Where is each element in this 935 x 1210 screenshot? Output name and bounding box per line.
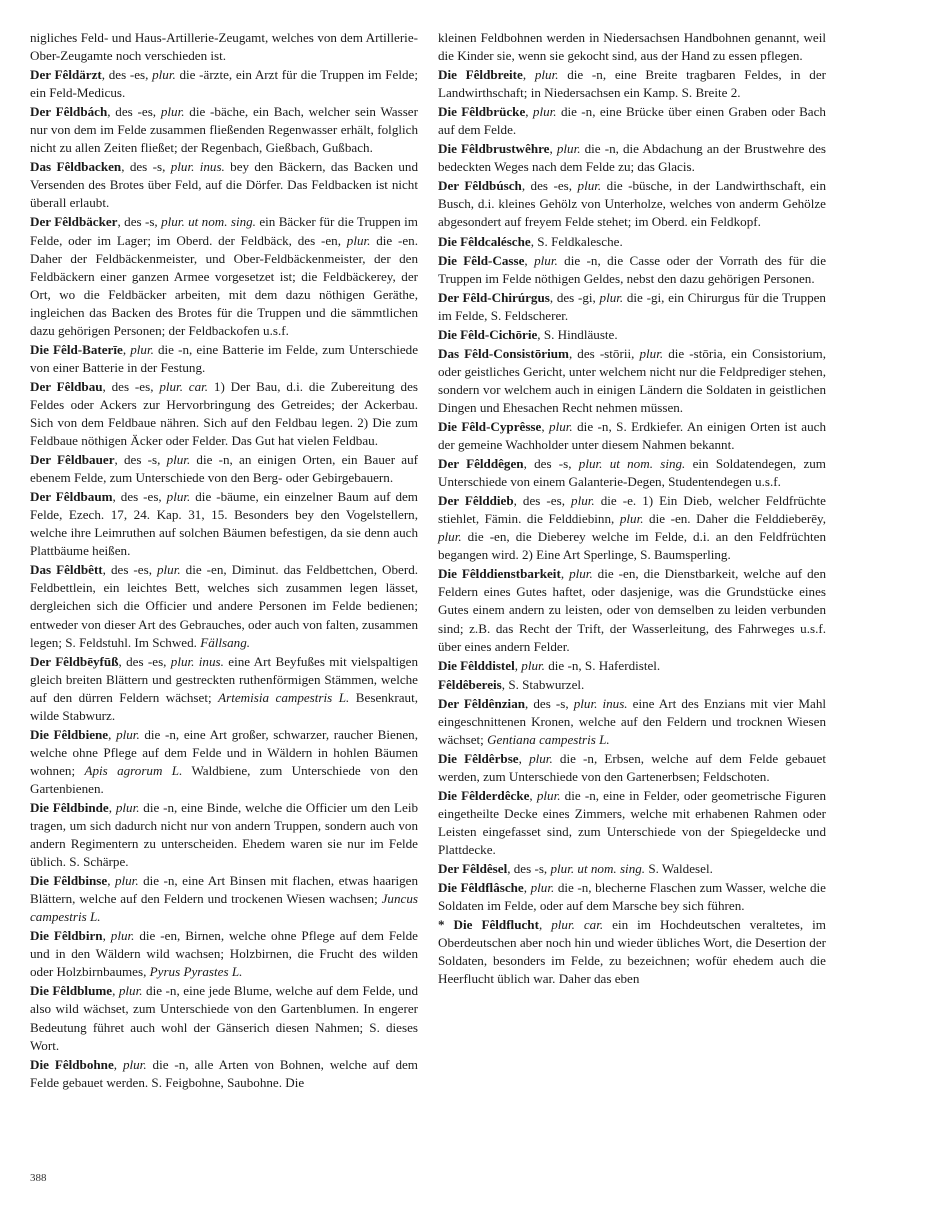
entry-text: , des -es, <box>112 489 167 505</box>
entry-text: die -n, eine Batterie im Felde, zum Unterschiede von einer Batterie in der Festung. <box>30 341 419 375</box>
entry-text: die -gi, ein Chirurgus für die Truppen im Felde, S. Feldscherer. <box>438 289 826 323</box>
entry-italic-text: plur. <box>114 873 139 889</box>
entry-headword: Die Fêldbiene <box>30 726 109 742</box>
entry-text: 1) Der Bau, d.i. die Zubereitung des Feldes oder Ackers zur Hervorbringung des Getreides; der Ackerbau. Sich von dem Feldbaue nähren. Sich auf den Feldbau legen. 2) Die zum Feldbaue nöthigen Äcker oder Felder. Das Gut hat vielen Feldbau. <box>30 378 418 449</box>
entry-text: , <box>523 880 531 896</box>
dictionary-entry <box>30 561 418 651</box>
entry-text: , des -s, <box>525 695 574 711</box>
entry-text: , des -s, <box>523 456 579 472</box>
entry-italic-text: plur. <box>530 880 555 896</box>
entry-text: eine Art Beyfußes mit vielspaltigen gleich breiten Blättern und gestreckten ruthenförmigen Stämmen, welche auf den dürren Feldern wächset; <box>30 653 418 705</box>
entry-text: , des -es, <box>102 562 157 578</box>
dictionary-entry <box>438 326 826 344</box>
entry-headword: Das Fêldbacken <box>30 159 122 175</box>
entry-text: , <box>524 252 535 268</box>
entry-italic-text: plur. <box>438 529 462 545</box>
entry-text: , <box>108 726 117 742</box>
entry-italic-text: plur. <box>536 787 561 803</box>
entry-italic-text: plur. <box>166 452 191 468</box>
entry-text: , <box>522 67 535 83</box>
entry-text: die -büsche, in der Landwirthschaft, ein Busch, d.i. kleines Gehölz von Unterholze, welches von anderm Gehölze abgesondert auf freyem Felde stehet; im Oberd. ein Feldkopf. <box>438 178 826 230</box>
entry-text: , <box>112 983 119 999</box>
entry-text: Waldbiene, zum Unterschiede von den Gartenbienen. <box>30 762 418 796</box>
entry-text: , <box>113 1056 123 1072</box>
entry-text: die -n, alle Arten von Bohnen, welche auf dem Felde gebauet werden. S. Feigbohne, Saubohne. Die <box>30 1056 418 1090</box>
entry-headword: Die Fêld-Baterīe <box>30 341 123 357</box>
entry-text: die -n, eine Art Binsen mit flachen, etwas haarigen Blättern, welche auf den Feldern und trockenen Wiesen wachsen; <box>30 873 418 907</box>
entry-italic-text: plur. <box>639 345 664 361</box>
entry-text: , des -es, <box>101 67 153 83</box>
entry-text: die -en, die Dienstbarkeit, welche auf den Feldern eines Gutes haftet, oder dasjenige, was die Grundstücke eines Gutes einem andern zu leisten, oder von demselben zu leiden verbunden sind; z.B. das Recht der Trift, der Wasserleitung, des Fahrweges u.s.f. über eines andern Felder. <box>438 566 826 654</box>
dictionary-entry <box>30 872 418 926</box>
entry-text: , des -s, <box>114 452 167 468</box>
right-column <box>438 29 826 989</box>
entry-headword: Der Fêldêsel <box>438 861 508 877</box>
dictionary-entry <box>438 916 826 988</box>
entry-text: die -en. Daher die Felddieberēy, <box>643 511 826 527</box>
dictionary-entry <box>438 750 826 786</box>
entry-headword: Die Fêldbinde <box>30 799 109 815</box>
entry-text: , S. Feldkalesche. <box>530 233 623 249</box>
entry-headword: Der Fêldbauer <box>30 452 115 468</box>
dictionary-entry <box>438 177 826 231</box>
entry-text: die -n, Erbsen, welche auf dem Felde gebauet werden, zum Unterschiede von den Gartenerbsen; Feldschoten. <box>438 750 827 784</box>
entry-text: die -en, Birnen, welche ohne Pflege auf dem Felde und in den Wäldern wild wachsen; Holzbirnen, die Frucht des wilden oder Holzbirnbaumes, <box>30 928 418 980</box>
entry-text: , des -s, <box>507 861 551 877</box>
entry-italic-text: Gentiana campestris L. <box>487 731 610 747</box>
entry-text: , des -s, <box>121 159 171 175</box>
entry-italic-text: plur. <box>556 141 581 157</box>
entry-text: ein Soldatendegen, zum Unterschiede von einem Galanterie-Degen, Studentendegen u.s.f. <box>438 456 826 490</box>
entry-text: die -e. 1) Ein Dieb, welcher Feldfrüchte stiehlet, Fämin. die Felddiebinn, <box>438 493 826 527</box>
entry-italic-text: plur. <box>130 341 154 357</box>
entry-italic-text: Apis agrorum L. <box>84 762 183 778</box>
entry-text: , <box>102 928 111 944</box>
dictionary-entry <box>438 29 826 65</box>
entry-headword: Die Fêlddistel <box>438 657 515 673</box>
entry-italic-text: plur. ut nom. sing. <box>161 214 256 230</box>
entry-headword: Die Fêldbreite <box>438 67 523 83</box>
entry-italic-text: plur. <box>115 799 140 815</box>
entry-text: , <box>518 750 530 766</box>
dictionary-entry <box>30 488 418 560</box>
entry-headword: Der Fêlddêgen <box>438 456 524 472</box>
entry-text: , des -es, <box>118 653 171 669</box>
entry-headword: Die Fêldêrbse <box>438 750 519 766</box>
entry-italic-text: plur. car. <box>551 917 604 933</box>
entry-italic-text: plur. <box>166 489 191 505</box>
entry-headword: Der Fêlddieb <box>438 493 514 509</box>
entry-italic-text: Pyrus Pyrastes L. <box>149 964 243 980</box>
dictionary-entry <box>30 378 418 450</box>
dictionary-entry <box>438 492 826 564</box>
entry-italic-text: Artemisia campestris L. <box>218 689 350 705</box>
entry-text: , des -stōrii, <box>568 345 640 361</box>
entry-headword: Die Fêldflâsche <box>438 880 524 896</box>
entry-text: die -n, eine in Felder, oder geometrische Figuren eingetheilte Decke eines Zimmers, welche mit erhabenen Rahmen oder Leisten eingefasset sind, zum Unterschiede von der Spiegeldecke und Plattdecke. <box>438 787 826 858</box>
entry-headword: Die Fêldbrustwêhre <box>438 141 550 157</box>
dictionary-entry <box>438 418 826 454</box>
entry-text: , des -es, <box>521 178 578 194</box>
entry-italic-text: plur. <box>157 562 181 578</box>
entry-italic-text: plur. <box>116 726 140 742</box>
entry-headword: Die Fêldbrücke <box>438 104 526 120</box>
entry-italic-text: plur. <box>110 928 135 944</box>
dictionary-entry <box>438 565 826 655</box>
entry-headword: Die Fêld-Casse <box>438 252 525 268</box>
dictionary-entry <box>438 252 826 288</box>
dictionary-entry <box>30 158 418 212</box>
entry-text: , <box>538 917 552 933</box>
entry-headword: Die Fêldbinse <box>30 873 108 889</box>
dictionary-entry <box>30 799 418 871</box>
entry-italic-text: plur. <box>521 657 545 673</box>
entry-headword: Die Fêldbohne <box>30 1056 114 1072</box>
entry-text: die -ärzte, ein Arzt für die Truppen im Felde; ein Feld-Medicus. <box>30 67 418 101</box>
dictionary-entry <box>30 213 418 339</box>
dictionary-entry <box>438 66 826 102</box>
entry-text: die -en, Diminut. das Feldbettchen, Oberd. Feldbettlein, ein leichtes Bett, welches sich zusammen legen lässet, dergleichen sich die Officier und andere Personen im Felde bedienen; entweder von dieser Art des Gebrauches, oder auch von falten, zusammen legen; S. Feldstuhl. Im Schwed. <box>30 562 419 650</box>
entry-italic-text: plur. inus. <box>573 695 628 711</box>
entry-headword: Die Fêlderdêcke <box>438 787 530 803</box>
entry-headword: Der Fêldbēyfūß <box>30 653 119 669</box>
entry-text: kleinen Feldbohnen werden in Niedersachsen Handbohnen genannt, weil die Kinder sie, wenn sie gekocht sind, aus der Hand zu essen pflegen. <box>438 30 826 64</box>
entry-italic-text: plur. inus. <box>170 653 224 669</box>
entry-text: , <box>107 873 115 889</box>
entry-text: die -n, blecherne Flaschen zum Wasser, welche die Soldaten im Felde, oder auf dem Marsche bey sich führen. <box>438 880 826 914</box>
entry-text: , des -es, <box>107 104 161 120</box>
entry-text: nigliches Feld- und Haus-Artillerie-Zeugamt, welches von dem Artillerie-Ober-Zeugamte noch verschieden ist. <box>30 30 418 64</box>
entry-italic-text: plur. <box>549 418 573 434</box>
dictionary-entry <box>438 289 826 325</box>
entry-text: die -bäche, ein Bach, welcher sein Wasser nur von dem im Felde zusammen fließenden Regenwasser erhält, folglich nicht zu allen Zeiten fließet; der Regenbach, Gießbach, Gußbach. <box>30 104 418 156</box>
entry-text: die -n, eine Brücke über einen Graben oder Bach auf dem Felde. <box>438 104 826 138</box>
entry-text: die -n, eine jede Blume, welche auf dem Felde, und also wild wächset, zum Unterschiede von den Gartenblumen. In engerer Bedeutung führet auch wohl der Gänserich diesen Nahmen; S. dieses Wort. <box>30 983 418 1053</box>
entry-headword: Das Fêldbêtt <box>30 562 103 578</box>
dictionary-entry <box>30 653 418 725</box>
entry-italic-text: plur. <box>152 67 176 83</box>
entry-text: die -n, die Casse oder der Vorrath des für die Truppen im Felde nöthigen Geldes, nebst den dazu gehörigen Personen. <box>438 252 827 286</box>
entry-headword: Die Fêldcalésche <box>438 233 531 249</box>
entry-italic-text: plur. <box>534 252 558 268</box>
entry-headword: Der Fêld-Chirúrgus <box>438 289 550 305</box>
dictionary-entry <box>30 927 418 981</box>
dictionary-entry <box>438 455 826 491</box>
entry-text: , <box>525 104 533 120</box>
entry-text: , <box>541 418 550 434</box>
entry-text: , <box>122 341 131 357</box>
entry-text: , des -es, <box>102 378 160 394</box>
entry-italic-text: Fällsang. <box>200 634 251 650</box>
entry-italic-text: plur. <box>118 983 143 999</box>
dictionary-entry <box>438 860 826 878</box>
entry-italic-text: plur. <box>534 67 559 83</box>
entry-text: , <box>529 787 537 803</box>
entry-text: , des -s, <box>117 214 162 230</box>
entry-headword: * Die Fêldflucht <box>438 917 539 933</box>
entry-italic-text: Juncus campestris L. <box>30 891 418 925</box>
entry-headword: Der Fêldbau <box>30 378 103 394</box>
entry-text: die -n, eine Binde, welche die Officier um den Leib tragen, um sich dadurch nicht nur von andern Truppen, sondern auch von andern Regimentern zu unterscheiden. Ehedem waren sie nur im Felde üblich. S. Schärpe. <box>30 799 418 870</box>
entry-italic-text: plur. car. <box>159 378 209 394</box>
entry-text: die -n, eine Art großer, schwarzer, raucher Bienen, welche ohne Pflege auf dem Felde und in Wäldern in hohlen Bäumen wohnen; <box>30 726 419 778</box>
dictionary-entry <box>30 451 418 487</box>
entry-text: , <box>108 799 116 815</box>
entry-italic-text: plur. <box>160 104 185 120</box>
entry-text: die -stōria, ein Consistorium, oder geistliches Gericht, unter welchem nicht nur die Feldprediger stehen, sondern vor welchem auch in einigen Ländern die Soldaten in geistlichen Dingen und Ehesachen Recht nehmen müssen. <box>438 345 827 415</box>
entry-italic-text: plur. <box>529 750 553 766</box>
entry-italic-text: plur. <box>571 493 595 509</box>
entry-italic-text: plur. ut nom. sing. <box>578 456 686 472</box>
entry-text: , S. Stabwurzel. <box>501 676 585 692</box>
entry-headword: Fêldêbereis <box>438 676 502 692</box>
dictionary-entry <box>438 879 826 915</box>
entry-headword: Der Fêldbäcker <box>30 214 118 230</box>
entry-text: eine Art des Enzians mit vier Mahl eingeschnittenen Kronen, welche auf den Feldern und trocknen Wiesen wächset; <box>438 695 827 747</box>
dictionary-entry <box>30 341 418 377</box>
entry-headword: Der Fêldärzt <box>30 67 102 83</box>
entry-italic-text: plur. <box>619 511 644 527</box>
entry-italic-text: plur. <box>599 289 624 305</box>
entry-text: ein Bäcker für die Truppen im Felde, oder im Lager; im Oberd. der Feldbäck, des -en, <box>30 214 418 248</box>
dictionary-entry <box>30 66 418 102</box>
entry-italic-text: plur. <box>532 104 557 120</box>
entry-text: , des -es, <box>513 493 572 509</box>
dictionary-entry <box>438 140 826 176</box>
entry-italic-text: plur. <box>122 1056 147 1072</box>
entry-text: die -en. Daher der Feldbäckenmeister, und Ober-Feldbäckenmeister, der den Feldbäckern einer ganzen Armee vorgesetzet ist; die Feldbäckerey, der Ort, wo die Feldbäcker arbeiten, mit dem dazu nöthigen Geräthe, ingleichen das Backen des Brotes für die Truppen und die sämmtlichen dazu gehörigen Personen; der Feldbackofen u.s.f. <box>30 232 418 338</box>
dictionary-entry <box>30 29 418 65</box>
entry-text: , <box>560 566 570 582</box>
dictionary-entry <box>30 982 418 1054</box>
entry-headword: Der Fêldênzian <box>438 695 526 711</box>
entry-headword: Die Fêld-Cyprêsse <box>438 418 542 434</box>
entry-headword: Der Fêldbaum <box>30 489 113 505</box>
entry-headword: Der Fêldbúsch <box>438 178 522 194</box>
entry-headword: Der Fêldbách <box>30 104 108 120</box>
entry-text: die -n, die Abdachung an der Brustwehre des bedeckten Weges nach dem Felde zu; das Glacis. <box>438 141 826 175</box>
entry-headword: Die Fêld-Cichōrie <box>438 326 538 342</box>
page-number: 388 <box>30 1172 47 1184</box>
entry-text: die -n, S. Erdkiefer. An einigen Orten ist auch der gemeine Wachholder unter diesem Nahmen bekannt. <box>438 418 826 453</box>
dictionary-entry <box>438 103 826 139</box>
entry-italic-text: plur. <box>577 178 602 194</box>
dictionary-entry <box>30 1056 418 1092</box>
entry-text: , des -gi, <box>549 289 600 305</box>
entry-text: , <box>549 141 557 157</box>
dictionary-entry <box>30 103 418 157</box>
entry-headword: Die Fêldbirn <box>30 928 103 944</box>
entry-italic-text: plur. inus. <box>170 159 225 175</box>
dictionary-entry <box>438 787 826 859</box>
dictionary-entry <box>438 345 826 417</box>
dictionary-entry <box>438 657 826 675</box>
entry-text: Besenkraut, wilde Stabwurz. <box>30 689 418 723</box>
entry-text: ein im Hochdeutschen veraltetes, im Oberdeutschen aber noch hin und wieder übliches Wort, die Desertion der Soldaten, besonders im Felde, zu bezeichnen; wofür ehedem auch die Heerflucht üblich war. Daher das eben <box>438 917 826 987</box>
entry-text: die -n, S. Haferdistel. <box>544 657 661 673</box>
entry-headword: Das Fêld-Consistōrium <box>438 345 569 361</box>
entry-text: die -n, eine Breite tragbaren Feldes, in der Landwirthschaft; in Niedersachsen ein Kamp. S. Breite 2. <box>438 67 827 101</box>
entry-italic-text: plur. <box>569 566 593 582</box>
entry-text: die -bäume, ein einzelner Baum auf dem Felde, Ezech. 17, 24. Kap. 31, 15. Besonders bey den Vogelstellern, welche ihre Leimruthen auf solchen Bäumen befestigen, da sie denn auch Plattbäume heißen. <box>30 489 418 559</box>
entry-italic-text: plur. ut nom. sing. <box>550 861 646 877</box>
dictionary-entry <box>438 676 826 694</box>
entry-text: , S. Hindläuste. <box>537 326 618 342</box>
left-column <box>30 29 418 1093</box>
dictionary-entry <box>438 695 826 749</box>
entry-headword: Die Fêlddienstbarkeit <box>438 566 561 582</box>
entry-headword: Die Fêldblume <box>30 983 113 999</box>
entry-text: , <box>514 657 522 673</box>
entry-text: bey den Bäckern, das Backen und Versenden des Brotes über Feld, auf die Dörfer. Das Feldbacken ist nicht überall erlaubt. <box>30 159 418 211</box>
entry-italic-text: plur. <box>346 232 371 248</box>
entry-text: S. Waldesel. <box>645 861 713 877</box>
dictionary-entry <box>438 233 826 251</box>
entry-text: die -en, die Dieberey welche im Felde, d.i. an den Feldfrüchten begangen wird. 2) Eine Art Sperlinge, S. Baumsperling. <box>438 529 826 563</box>
dictionary-entry <box>30 726 418 798</box>
entry-text: die -n, an einigen Orten, ein Bauer auf ebenem Felde, zum Unterschiede von den Berg- oder Gebirgebauern. <box>30 452 418 486</box>
